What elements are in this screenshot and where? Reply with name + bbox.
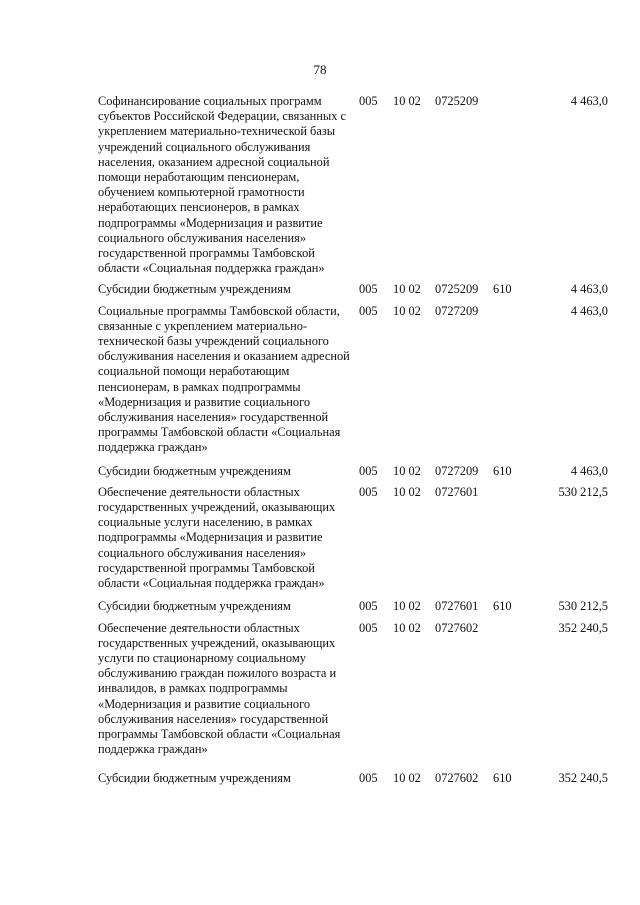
table-row [98,464,608,479]
row-sum: 4 463,0 [570,463,608,478]
row-vr: 610 [493,463,512,478]
row-csr: 0727602 [435,771,479,786]
budget-table [98,94,608,787]
row-rz: 10 02 [393,620,421,635]
row-ved: 005 [359,771,378,786]
row-vr: 610 [493,771,512,786]
row-ved: 005 [359,484,378,499]
table-row [98,771,608,786]
row-rz: 10 02 [393,282,421,297]
row-csr: 0725209 [435,94,479,108]
row-rz: 10 02 [393,599,421,614]
row-sum: 352 240,5 [558,771,608,786]
row-ved: 005 [359,620,378,635]
row-ved: 005 [359,463,378,478]
row-rz: 10 02 [393,771,421,786]
row-sum: 352 240,5 [558,620,608,635]
row-name: Субсидии бюджетным учреждениям [98,599,291,614]
row-vr: 610 [493,282,512,297]
row-name: Субсидии бюджетным учреждениям [98,282,291,297]
row-ved: 005 [359,303,378,318]
table-row [98,304,608,456]
table-row [98,599,608,614]
row-csr: 0727602 [435,620,479,635]
table-row [98,282,608,297]
row-ved: 005 [359,599,378,614]
row-ved: 005 [359,282,378,297]
row-rz: 10 02 [393,303,421,318]
row-csr: 0727601 [435,599,479,614]
page-number: 78 [313,62,327,77]
row-sum: 530 212,5 [558,484,608,499]
row-csr: 0725209 [435,282,479,297]
row-sum: 4 463,0 [570,94,608,108]
row-name: Субсидии бюджетным учреждениям [98,463,291,478]
row-sum: 4 463,0 [570,303,608,318]
table-row [98,621,608,758]
row-sum: 530 212,5 [558,599,608,614]
row-csr: 0727601 [435,484,479,499]
row-name: Субсидии бюджетным учреждениям [98,771,291,786]
row-vr: 610 [493,599,512,614]
row-name: Обеспечение деятельности областных государственных учреждений, оказывающих услуги по стационарному социальному обслуживанию граждан пожилого возраста и инвалидов, в рамках подпрограммы «Модернизация и развитие социального обслуживания населения» государственной программы Тамбовской области «Социальная поддержка граждан» [98,620,341,757]
table-row [98,485,608,591]
row-csr: 0727209 [435,303,479,318]
row-name: Обеспечение деятельности областных государственных учреждений, оказывающих социальные услуги населению, в рамках подпрограммы «Модернизация и развитие социального обслуживания населения» государственной программы Тамбовской области «Социальная поддержка граждан» [98,484,336,591]
row-ved: 005 [359,94,378,108]
row-name: Софинансирование социальных программ субъектов Российской Федерации, связанных с укреплением материально-технической базы учреждений социального обслуживания населения, оказанием адресной социальной помощи неработающим пенсионерам, обучением компьютерной грамотности неработающих пенсионеров, в рамках подпрограммы «Модернизация и развитие социального обслуживания населения» государственной программы Тамбовской области «Социальная поддержка граждан» [98,94,347,276]
row-rz: 10 02 [393,484,421,499]
row-name: Социальные программы Тамбовской области, связанные с укреплением материально-технической базы учреждений социального обслуживания населения и оказанием адресной социальной помощи неработающим пенсионерам, в рамках подпрограммы «Модернизация и развитие социального обслуживания населения» государственной программы Тамбовской области «Социальная поддержка граждан» [98,303,350,455]
row-rz: 10 02 [393,94,421,108]
row-rz: 10 02 [393,463,421,478]
table-row [98,94,608,276]
row-csr: 0727209 [435,463,479,478]
row-sum: 4 463,0 [570,282,608,297]
